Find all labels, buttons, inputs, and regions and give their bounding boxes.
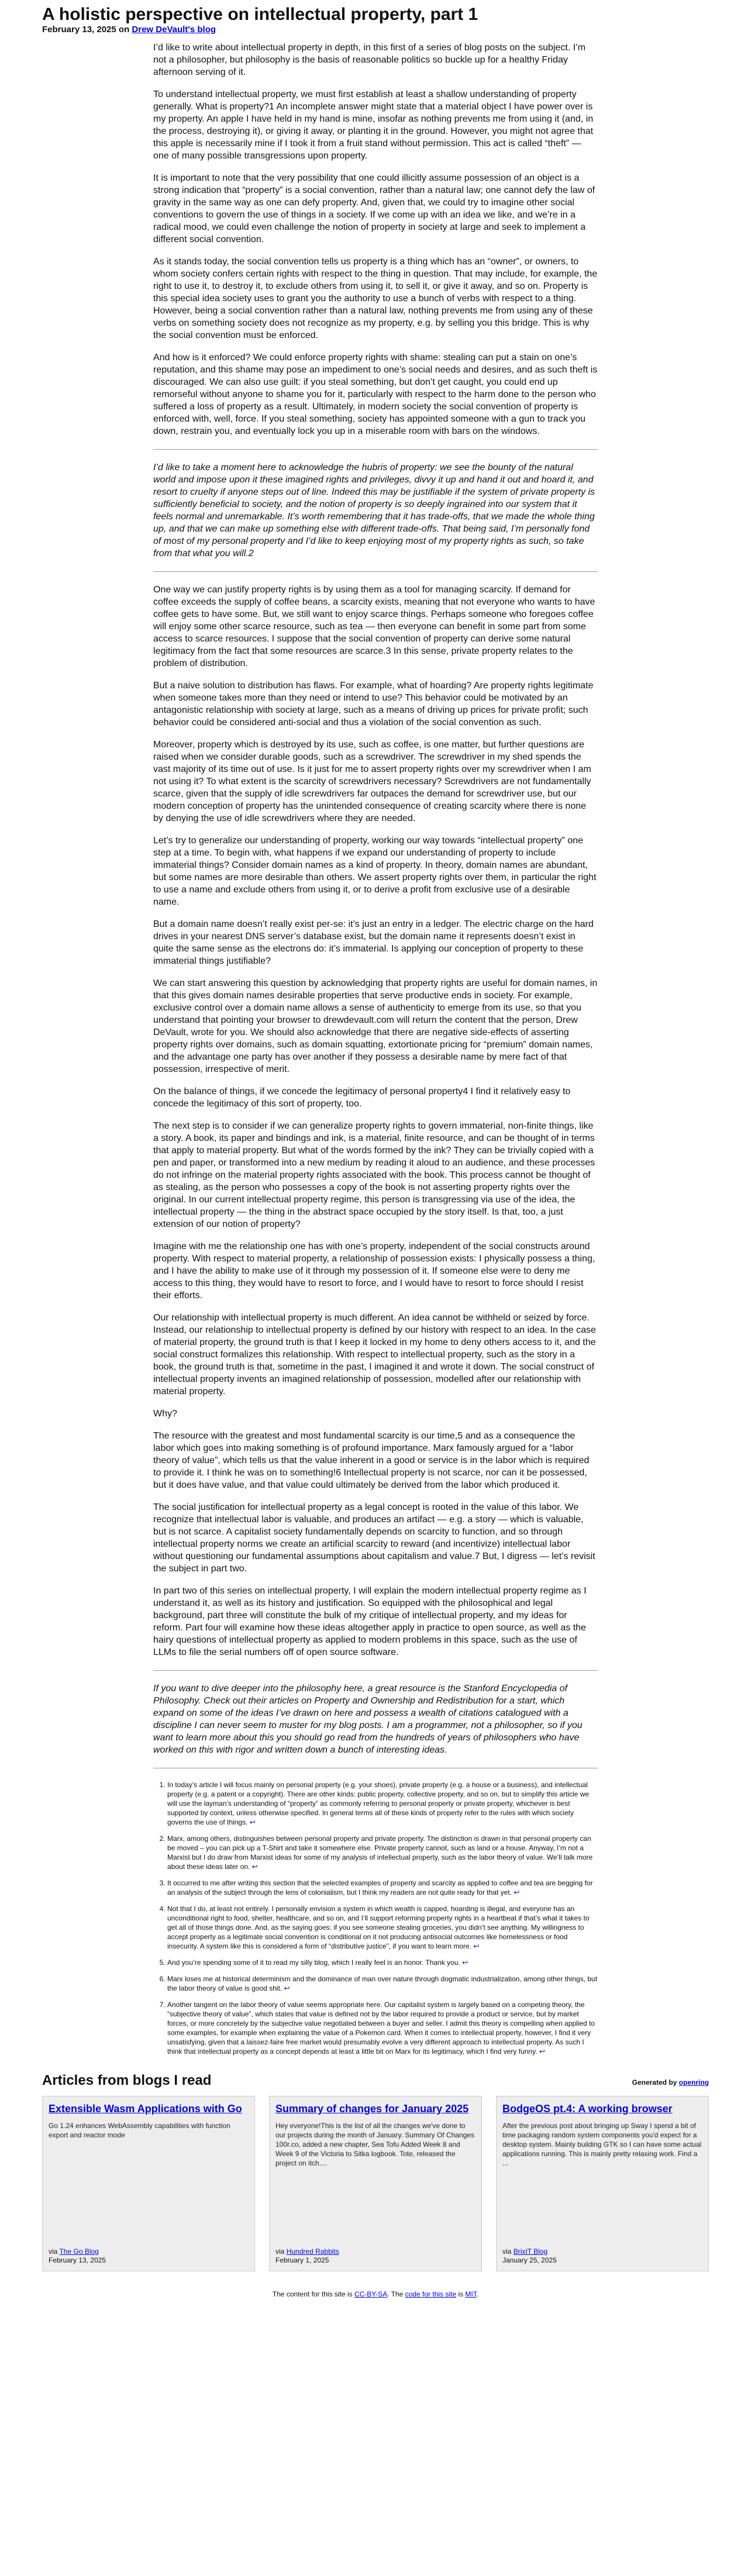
hubris-aside: I’d like to take a moment here to acknowledge the hubris of property: we see the bounty of the natural world and impose upon it these imagined rights and privileges, divvy it up and hand it out and hoard it, and resort to cruelty if anyone steps out of line. Indeed this may be justifiable if the system of private property is sufficiently beneficial to society, and the notion of property is so deeply ingrained into our system that it feels normal and unremarkable. It’s worth remembering that it has trade-offs, that we made the whole thing up, and that we can make up something else with different trade-offs. That being said, I’m personally fond of most of my personal property and I’d like to keep enjoying most of my property rights as such, so take from that what you will.2 (153, 463, 595, 558)
paragraph: But a domain name doesn’t really exist per-se: it’s just an entry in a ledger. The electric charge on the hard drives in your nearest DNS server’s database exist, but the domain name it represents doesn’t exist in quite the same sense as the electrons do: it’s immaterial. Is applying our conception of property to these immaterial things justifiable? (153, 919, 594, 966)
blog-card-source (49, 2247, 106, 2265)
blog-source-link[interactable]: Hundred Rabbits (286, 2247, 339, 2256)
paragraph: Moreover, property which is destroyed by its use, such as coffee, is one matter, but further questions are raised when we consider durable goods, such as a screwdriver. The screwdriver in my shed spends the vast majority of its time out of use. Is it just for me to assert property rights over my screwdriver when I am not using it? To what extent is the scarcity of screwdrivers necessary? Screwdrivers are not fundamentally scarce, given that the supply of idle screwdrivers far outpaces the demand for screwdriver use, but our modern conception of property has the unintended consequence of creating scarcity where there is none by denying the use of idle screwdrivers where they are needed. (153, 740, 591, 823)
paragraph: But a naive solution to distribution has flaws. For example, what of hoarding? Are property rights legitimate when someone takes more than they need or intend to use? This behavior could be motivated by an antagonistic relationship with society at large, such as a means of driving up prices for private profit; such behavior could be considered anti-social and thus a violation of the social convention as such. (153, 681, 594, 727)
paragraph: On the balance of things, if we concede the legitimacy of personal property4 I find it relatively easy to concede the legitimacy of this sort of property, too. (153, 1087, 571, 1109)
paragraph: To understand intellectual property, we must first establish at least a shallow understanding of property generally. What is property?1 An incomplete answer might state that a material object I have power over is my property. An apple I have held in my hand is mine, insofar as nothing prevents me from using it (and, in the process, destroying it), or giving it away, or planting it in the ground. However, you might not agree that this apple is necessarily mine if I took it from a fruit stand without permission. This act is called “theft” — one of many possible transgressions upon property. (153, 89, 594, 161)
paragraph-group-1 (153, 42, 598, 437)
blogs-section (42, 2072, 709, 2271)
via-label: via (49, 2247, 58, 2256)
blog-card (42, 2096, 255, 2271)
article-meta (42, 25, 709, 35)
article-body (153, 42, 598, 2056)
footnote-backref-link[interactable]: ↩ (539, 2047, 545, 2056)
blog-cards (42, 2096, 709, 2271)
footnote-text: Marx loses me at historical determinism and the dominance of man over nature through dogmatic industrialization, among other things, but the labor theory of value is good shit. (167, 1975, 598, 1992)
blog-card-summary: Hey everyone!This is the list of all the changes we've done to our projects during the month of January. Summary Of Changes 100r.co, added a new chapter, Sea Tofu Added Week 8 and Week 9 of the Victoria to Sitka logbook. Tote, released the project on itch.... (275, 2122, 474, 2167)
article-date: February 13, 2025 (42, 25, 116, 35)
paragraph: And how is it enforced? We could enforce property rights with shame: stealing can put a stain on one’s reputation, and this shame may pose an impediment to one’s social needs and desires, and as such theft is discouraged. We can also use guilt: if you steal something, but don’t get caught, you could end up remorseful without anyone to shame you for it, particularly with respect to the harm done to the person who suffered a loss of property as a result. Ultimately, in modern society the social convention of property is enforced with, well, force. If you steal something, society has appointed someone with a gun to track you down, restrain you, and eventually lock you up in a miserable room with bars on the windows. (153, 353, 598, 436)
footnote-text: And you’re spending some of it to read my silly blog, which I really feel is an honor. Thank you. (167, 1958, 463, 1967)
paragraph: The next step is to consider if we can generalize property rights to govern immaterial, non-finite things, like a story. A book, its paper and bindings and ink, is a material, finite resource, and can be thought of in terms that apply to material property. But what of the words formed by the ink? They can be trivially copied with a pen and paper, or transformed into a new medium by reading it aloud to an audience, and these processes do not infringe on the material property rights associated with the book. This process cannot be thought of as stealing, as the person who possesses a copy of the book is not asserting property rights over the original. In our current intellectual property regime, this person is transgressing via use of the idea, the intellectual property — the thing in the abstract space occupied by the story itself. Is that, too, a just extension of our notion of property? (153, 1121, 595, 1229)
article-title: A holistic perspective on intellectual property, part 1 (42, 5, 478, 24)
footnote-text: In today’s article I will focus mainly on personal property (e.g. your shoes), private property (e.g. a house or a business), and intellectual property (e.g. a patent or a copyright). There are other kinds: public property, collective property, and so on, but to simplify this article we will use the layman’s understanding of “property” as commonly referring to personal property or private property, whichever is best supported by context, unless otherwise specified. In general terms all of these kinds of property refer to the rules with which society governs the use of things. (167, 1781, 590, 1826)
code-link[interactable]: code for this site (405, 2290, 457, 2298)
footnote-backref-link[interactable]: ↩ (473, 1942, 480, 1950)
page-wrapper (42, 0, 709, 2298)
blog-source-link[interactable]: The Go Blog (59, 2247, 99, 2256)
site-footer: The content for this site is CC-BY-SA. The code for this site is MIT. (272, 2290, 479, 2298)
footnote-backref-link[interactable]: ↩ (284, 1984, 290, 1992)
generated-by-label: Generated by (632, 2078, 677, 2087)
footnote-backref-link[interactable]: ↩ (249, 1818, 256, 1826)
license-link-content[interactable]: CC-BY-SA (354, 2290, 388, 2298)
blog-home-link[interactable]: Drew DeVault's blog (132, 25, 216, 35)
blog-card-date: February 13, 2025 (49, 2256, 106, 2264)
footnote (167, 1904, 598, 1951)
footer-suffix: is (458, 2290, 464, 2298)
footnotes-list (153, 1780, 598, 2056)
via-label: via (502, 2247, 512, 2256)
footer-middle: . The (387, 2290, 404, 2298)
paragraph: Our relationship with intellectual property is much different. An idea cannot be withheld or seized by force. Instead, our relationship to intellectual property is defined by our history with respect to an idea. In the case of material property, the ground truth is that I keep it locked in my home to deny others access to it, and the social construct formalizes this relationship. With respect to intellectual property, such as the story in a book, the ground truth is that, sometime in the past, I imagined it and wrote it down. The social construct of intellectual property invents an imagined relationship of possession, modelled after our relationship with material property. (153, 1313, 596, 1396)
paragraph: Imagine with me the relationship one has with one’s property, independent of the social constructs around property. With respect to material property, a relationship of possession exists: I physically possess a thing, and I have the ability to make use of it through my possession of it. If someone else were to deny me access to this thing, they would have to resort to force, and I would have to resort to force should I resist their efforts. (153, 1242, 595, 1301)
divider (153, 571, 598, 572)
divider (153, 449, 598, 450)
paragraph-group-2 (153, 584, 598, 1658)
paragraph: The resource with the greatest and most fundamental scarcity is our time,5 and as a consequence the labor which goes into making something is of profound importance. Marx famously argued for a “labor theory of value”, which tells us that the value inherent in a good or service is in the labor which is required to provide it. I think he was on to something!6 Intellectual property is not scarce, nor can it be possessed, but it does have value, and that value could ultimately be derived from the labor which produced it. (153, 1431, 590, 1490)
blog-card-title[interactable]: BodgeOS pt.4: A working browser (502, 2103, 673, 2115)
blogs-heading: Articles from blogs I read (42, 2072, 212, 2088)
blog-card-source (275, 2247, 339, 2265)
blog-card-date: February 1, 2025 (275, 2256, 329, 2264)
footnote-text: Not that I do, at least not entirely. I personally envision a system in which wealth is capped, hoarding is illegal, and everyone has an unconditional right to food, shelter, healthcare, and so on, and I’ll support reforming property rights in a heartbeat if that’s what it takes to get all of those things done. And, as the saying goes: if you see someone stealing groceries, you didn’t see anything. My willingness to accept property as a legitimate social convention is conditional on it not producing antisocial outcomes like homelessness or food insecurity. A system like this is considered a form of “distributive justice”, if you want to learn more. (167, 1905, 590, 1950)
paragraph: The social justification for intellectual property as a legal concept is rooted in the value of this labor. We recognize that intellectual labor is valuable, and produces an artifact — e.g. a story — which is valuable, but is not scarce. A capitalist society fundamentally depends on scarcity to function, and so through intellectual property norms we create an artificial scarcity to reward (and incentivize) intellectual labor without questioning our fundamental assumptions about capitalism and value.7 But, I digress — let’s revisit the subject in part two. (153, 1502, 595, 1574)
footnote-text: Another tangent on the labor theory of value seems appropriate here. Our capitalist system is largely based on a competing theory, the “subjective theory of value”, which states that value is defined not by the labor required to provide a product or service, but by market forces, or more concretely by the subjective value negotiated between a buyer and seller. I admit this theory is compelling when applied to some examples, for example when explaining the value of a Pokemon card. When it comes to intellectual property, however, I find it very unsatisfying, given that a laissez-faire free market would presumably evolve a very different approach to intellectual property. As such I think that intellectual property as a concept depends at least a little bit on Marx for its legitimacy, which I find very funny. (167, 2001, 595, 2056)
paragraph: I’d like to write about intellectual property in depth, in this first of a series of blog posts on the subject. I’m not a philosopher, but philosophy is the basis of reasonable politics so buckle up for a healthy Friday afternoon serving of it. (153, 43, 586, 77)
footnote-text: Marx, among others, distinguishes between personal property and private property. The distinction is drawn in that personal property can be moved – you can pick up a T-Shirt and take it somewhere else. Private property cannot, such as land or a house. Anyway, I’m not a Marxist but I do draw from Marxist ideas for some of my analysis of intellectual property, such as the labor theory of value. We’ll talk more about these ideas later on. (167, 1834, 593, 1871)
paragraph: In part two of this series on intellectual property, I will explain the modern intellectual property regime as I understand it, as well as its history and justification. So equipped with the philosophical and legal background, part three will constitute the bulk of my critique of intellectual property, and my ideas for reform. Part four will examine how these ideas altogether apply in practice to open source, as well as the hairy questions of intellectual property as applied to modern problems in this space, such as the use of LLMs to file the serial numbers off of open source software. (153, 1586, 587, 1657)
blog-card-date: January 25, 2025 (502, 2256, 557, 2264)
footnote (167, 1834, 598, 1871)
openring-link[interactable]: openring (678, 2078, 709, 2087)
on-label: on (118, 25, 130, 35)
generated-by (632, 2078, 709, 2087)
blog-card-summary: After the previous post about bringing up Sway I spend a bit of time packaging random system components you'd expect for a desktop system. Mainly building GTK so I can have some actual applications running. This is mainly pretty relaxing work. Find a ... (502, 2122, 702, 2167)
paragraph: We can start answering this question by acknowledging that property rights are useful for domain names, in that this gives domain names desirable properties that serve productive ends in society. For example, exclusive control over a domain name allows a sense of authenticity to emerge from its use, so that you understand that pointing your browser to drewdevault.com will return the content that the person, Drew DeVault, wrote for you. We should also acknowledge that there are negative side-effects of asserting property rights over domains, such as domain squatting, extortionate pricing for “premium” domain names, and the advantage one party has over another if they possess a desirable name by mere fact of that possession, irrespective of merit. (153, 978, 598, 1074)
paragraph: Why? (153, 1409, 177, 1419)
divider (153, 1670, 598, 1671)
paragraph: As it stands today, the social convention tells us property is a thing which has an “owner”, or owners, to whom society confers certain rights with respect to the thing in question. That may include, for example, the right to use it, to destroy it, to exclude others from using it, to sell it, or give it away, and so on. Property is this special idea society uses to grant you the authority to use a bunch of verbs with respect to a thing. However, being a social convention rather than a natural law, nothing prevents me from using any of these verbs on something society does not recognize as my property, e.g. by selling you this bridge. This is why the social convention must be enforced. (153, 257, 598, 340)
footnote-backref-link[interactable]: ↩ (514, 1888, 520, 1896)
paragraph: Let’s try to generalize our understanding of property, working our way towards “intellectual property” one step at a time. To begin with, what happens if we expand our understanding of property to include immaterial things? Consider domain names as a kind of property. In theory, domain names are abundant, but some names are more desirable than others. We assert property rights over them, in particular the right to use a name and exclude others from using it, or to derive a profit from exclusive use of a desirable name. (153, 836, 597, 907)
blog-card (496, 2096, 709, 2271)
footnote (167, 2000, 598, 2056)
footnote (167, 1958, 598, 1967)
paragraph: It is important to note that the very possibility that one could illicitly assume possession of an object is a strong indication that “property” is a social convention, rather than a natural law; one cannot defy the law of gravity in the same way as one can defy property. And, given that, we could try to imagine other social conventions to govern the use of things in a society. If we come up with an idea we like, and we’re in a radical mood, we could even challenge the notion of property in society at large and seek to implement a different social convention. (153, 173, 595, 244)
footnote-backref-link[interactable]: ↩ (462, 1958, 468, 1967)
via-label: via (275, 2247, 285, 2256)
blog-card-title[interactable]: Summary of changes for January 2025 (275, 2103, 469, 2115)
blog-source-link[interactable]: BrixIT Blog (513, 2247, 548, 2256)
license-link-code[interactable]: MIT (465, 2290, 477, 2298)
footnote-backref-link[interactable]: ↩ (252, 1863, 258, 1871)
blog-card-source (502, 2247, 557, 2265)
blog-card (269, 2096, 482, 2271)
paragraph: One way we can justify property rights is by using them as a tool for managing scarcity. If demand for coffee exceeds the supply of coffee beans, a scarcity exists, meaning that not everyone who wants to have coffee gets to have some. But, we still want to enjoy scarce things. Perhaps someone who foregoes coffee will enjoy some other scarce resource, such as tea — then everyone can benefit in some part from some access to scarce resources. I suppose that the social convention of property can derive some natural legitimacy from the fact that some resources are scarce.3 In this sense, private property relates to the problem of distribution. (153, 585, 595, 668)
footnote (167, 1780, 598, 1827)
blogs-header (42, 2072, 709, 2089)
further-reading: If you want to dive deeper into the philosophy here, a great resource is the Stanford Encyclopedia of Philosophy. Check out their articles on Property and Ownership and Redistribution for a start, which expand on some of the ideas I’ve drawn on here and possess a wealth of citations catalogued with a discipline I can never seem to muster for my blog posts. I am a programmer, not a philosopher, so if you want to learn more about this you should go read from the hundreds of years of philosophers who have worked on this with rigor and written down a bunch of interesting ideas. (153, 1684, 583, 1755)
blog-card-title[interactable]: Extensible Wasm Applications with Go (49, 2103, 242, 2115)
blog-card-summary: Go 1.24 enhances WebAssembly capabilities with function export and reactor mode (49, 2122, 230, 2139)
footer-prefix: The content for this site is (272, 2290, 353, 2298)
footnote-text: It occurred to me after writing this section that the selected examples of property and scarcity as applied to coffee and tea are begging for an analysis of the subject through the lens of colonialism, but I think my readers are not quite ready for that yet. (167, 1879, 593, 1896)
footnote (167, 1878, 598, 1897)
footnote (167, 1974, 598, 1993)
